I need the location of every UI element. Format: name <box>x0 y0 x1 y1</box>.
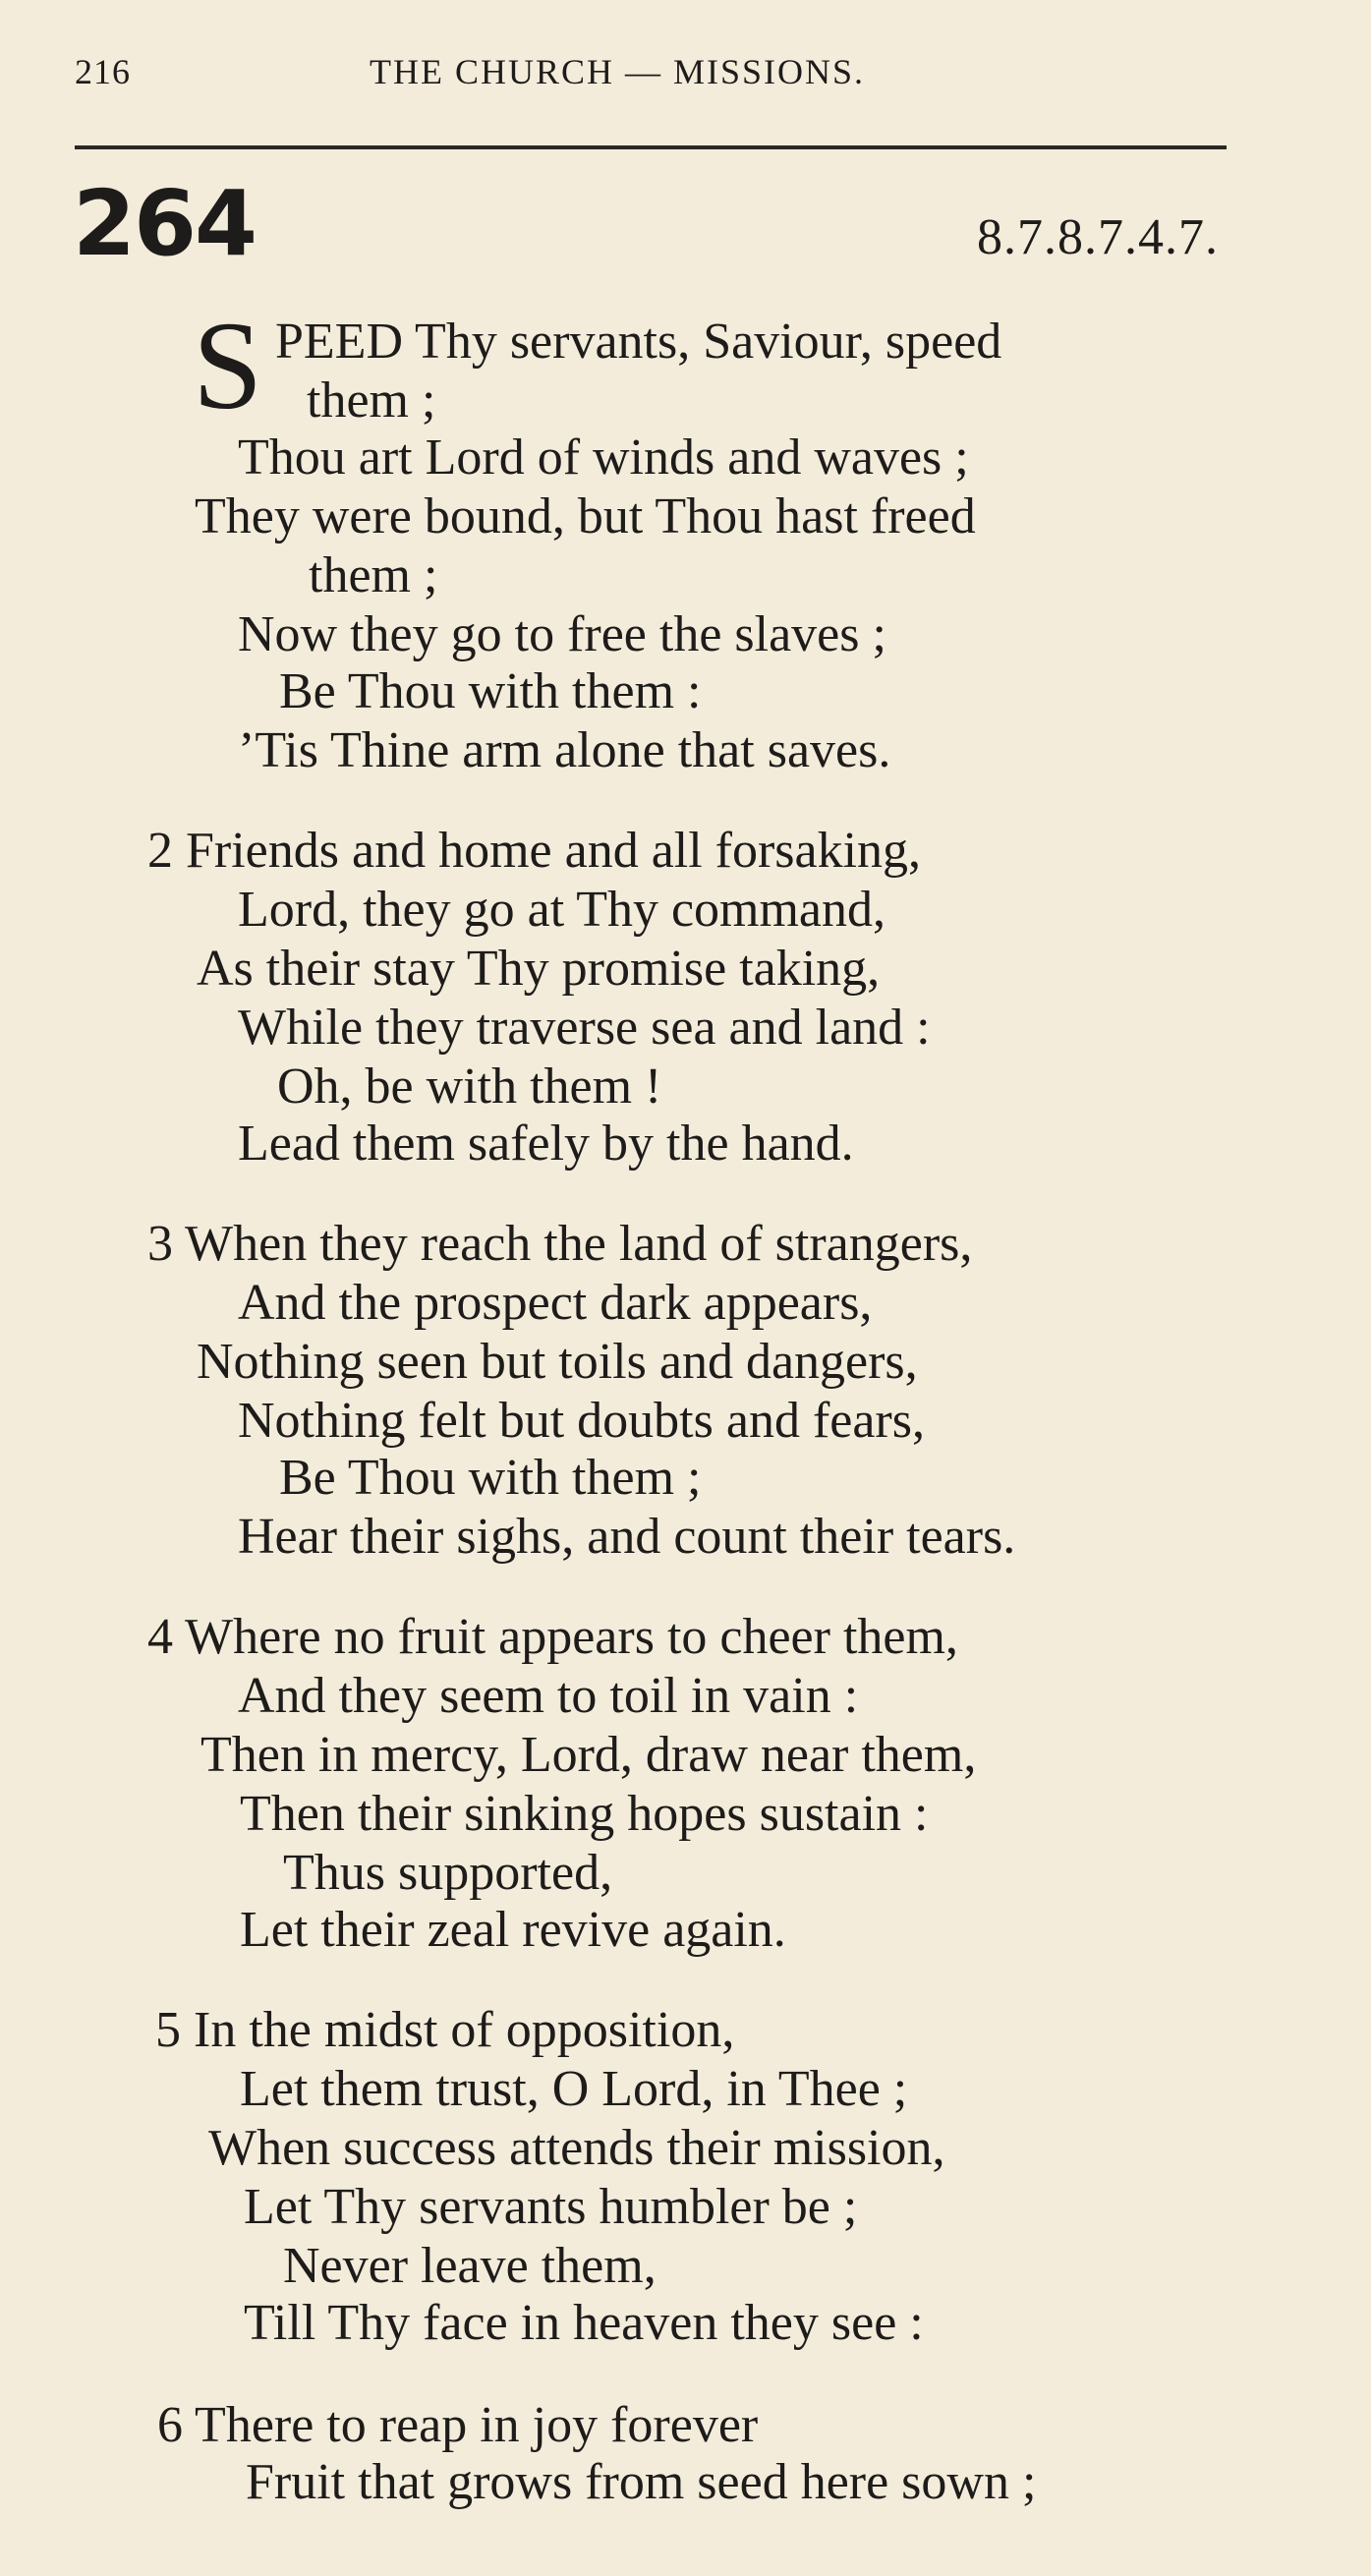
verse-line: Be Thou with them ; <box>279 1450 702 1506</box>
verse-line: And the prospect dark appears, <box>238 1275 873 1331</box>
verse-line: And they seem to toil in vain : <box>238 1668 859 1724</box>
verse-line: Then their sinking hopes sustain : <box>240 1786 929 1842</box>
verse-line: As their stay Thy promise taking, <box>197 941 881 997</box>
running-title: THE CHURCH — MISSIONS. <box>370 52 866 91</box>
page-number: 216 <box>75 52 131 91</box>
verse-line: 5 In the midst of opposition, <box>155 2002 735 2058</box>
verse-line: them ; <box>307 372 436 429</box>
verse-line: ’Tis Thine arm alone that saves. <box>238 722 891 778</box>
verse-line: 4 Where no fruit appears to cheer them, <box>147 1609 958 1665</box>
verse-line: Oh, be with them ! <box>277 1059 662 1115</box>
verse-line: Lord, they go at Thy command, <box>238 882 886 938</box>
verse-line: While they traverse sea and land : <box>238 1000 931 1056</box>
verse-line: Then in mercy, Lord, draw near them, <box>200 1727 977 1783</box>
verse-line: 3 When they reach the land of strangers, <box>147 1216 973 1272</box>
verse-line: 6 There to reap in joy forever <box>157 2397 759 2453</box>
verse-line: Never leave them, <box>283 2238 657 2294</box>
verse-line: When success attends their mission, <box>208 2120 945 2176</box>
verse-line: Hear their sighs, and count their tears. <box>238 1509 1016 1565</box>
hymn-number: 264 <box>73 171 257 276</box>
verse-line: 2 Friends and home and all forsaking, <box>147 823 922 879</box>
verse-line: Nothing seen but toils and dangers, <box>197 1334 918 1390</box>
verse-line: Nothing felt but doubts and fears, <box>238 1393 925 1449</box>
verse-line: Let Thy servants humbler be ; <box>244 2179 858 2235</box>
verse-line: Be Thou with them : <box>279 663 702 719</box>
running-head <box>75 51 1274 110</box>
hymn-meter: 8.7.8.7.4.7. <box>977 209 1219 265</box>
verse-line: They were bound, but Thou hast freed <box>195 488 976 544</box>
verse-line: Let them trust, O Lord, in Thee ; <box>240 2061 908 2117</box>
verse-line: Lead them safely by the hand. <box>238 1116 854 1172</box>
verse-line: Thou art Lord of winds and waves ; <box>238 429 969 486</box>
verse-line: Fruit that grows from seed here sown ; <box>246 2454 1037 2510</box>
verse-line: Till Thy face in heaven they see : <box>244 2295 924 2351</box>
verse-line: Now they go to free the slaves ; <box>238 606 886 662</box>
verse-line: Thus supported, <box>283 1845 613 1901</box>
verse-line: Let their zeal revive again. <box>240 1902 786 1958</box>
drop-cap: S <box>193 296 263 435</box>
verse-line: PEED Thy servants, Saviour, speed <box>275 314 1002 370</box>
header-rule <box>75 145 1227 149</box>
verse-line: them ; <box>309 547 438 603</box>
